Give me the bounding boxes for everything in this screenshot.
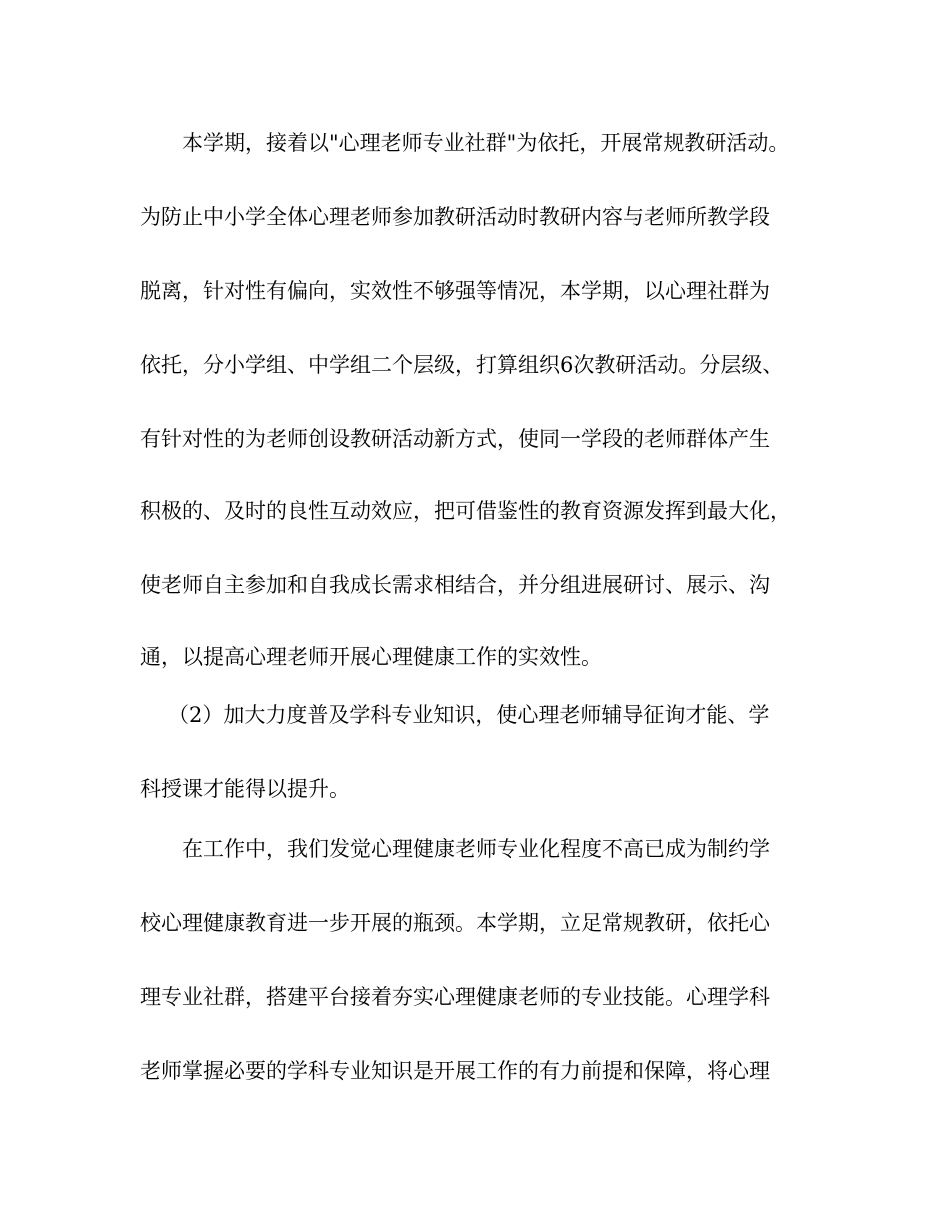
paragraph-2-line-1: 在工作中，我们发觉心理健康老师专业化程度不高已成为制约学 (182, 837, 770, 861)
paragraph-2-line-3: 理专业社群，搭建平台接着夯实心理健康老师的专业技能。心理学科 (140, 985, 770, 1009)
paragraph-2-line-2: 校心理健康教育进一步开展的瓶颈。本学期，立足常规教研，依托心 (140, 911, 770, 935)
section-heading-line-1: （2）加大力度普及学科专业知识，使心理老师辅导征询才能、学 (168, 703, 770, 727)
paragraph-2-line-4: 老师掌握必要的学科专业知识是开展工作的有力前提和保障，将心理 (140, 1059, 770, 1083)
paragraph-1-line-1: 本学期，接着以"心理老师专业社群"为依托，开展常规教研活动。 (182, 131, 790, 155)
paragraph-1-line-4: 依托，分小学组、中学组二个层级，打算组织6次教研活动。分层级、 (140, 353, 784, 377)
paragraph-1-line-2: 为防止中小学全体心理老师参加教研活动时教研内容与老师所教学段 (140, 205, 770, 229)
paragraph-1-line-7: 使老师自主参加和自我成长需求相结合，并分组进展研讨、展示、沟 (140, 573, 770, 597)
paragraph-1-line-3: 脱离，针对性有偏向，实效性不够强等情况，本学期，以心理社群为 (140, 279, 770, 303)
section-heading-line-2: 科授课才能得以提升。 (140, 777, 350, 801)
paragraph-1-line-6: 积极的、及时的良性互动效应，把可借鉴性的教育资源发挥到最大化， (140, 499, 791, 523)
paragraph-1-line-8: 通，以提高心理老师开展心理健康工作的实效性。 (140, 645, 602, 669)
paragraph-1-line-5: 有针对性的为老师创设教研活动新方式，使同一学段的老师群体产生 (140, 427, 770, 451)
